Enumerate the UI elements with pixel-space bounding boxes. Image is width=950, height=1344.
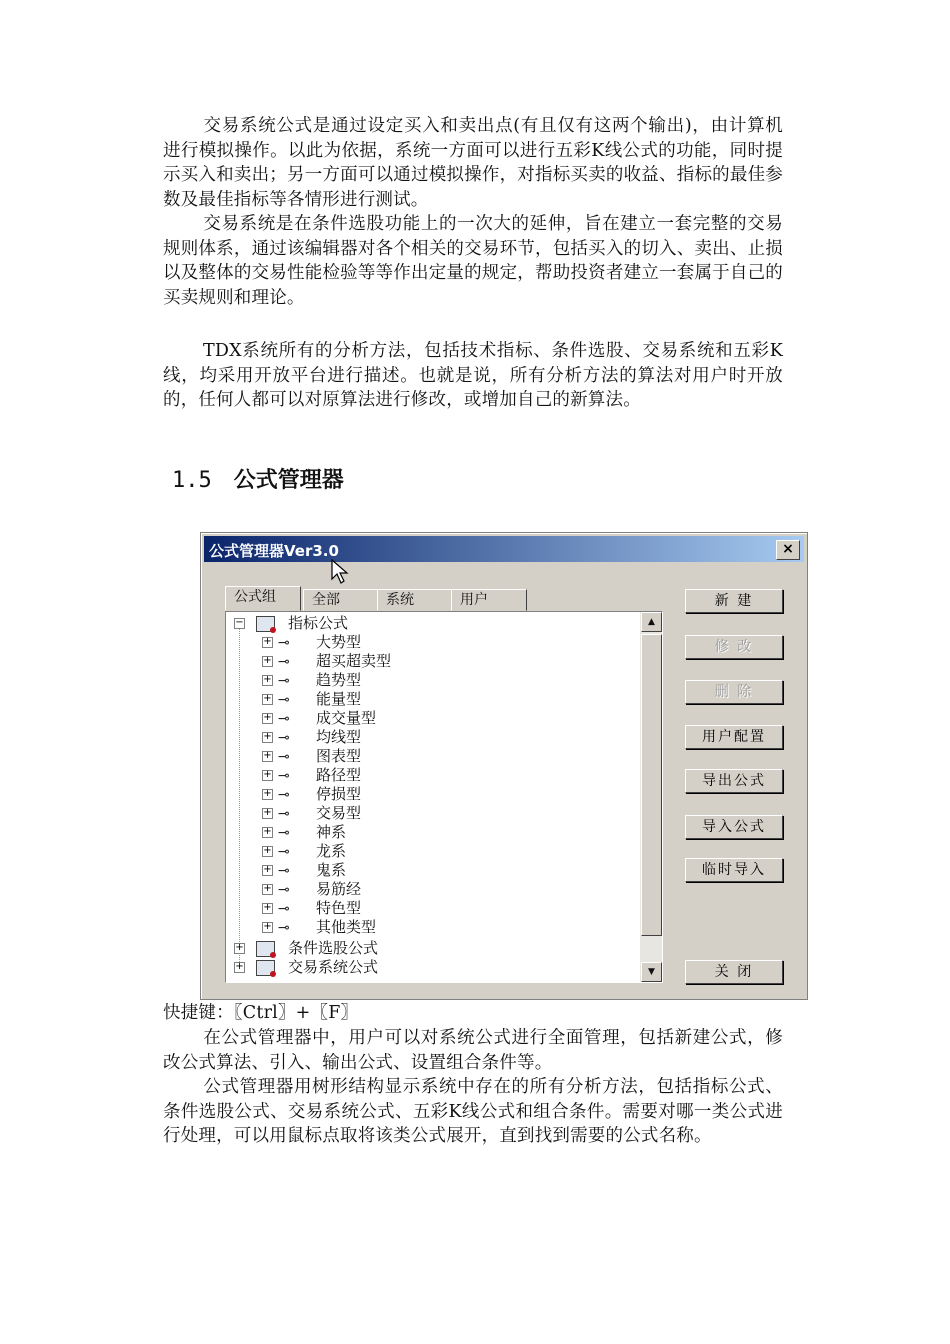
delete-button[interactable]: 删 除 <box>685 680 783 704</box>
expand-icon[interactable]: + <box>263 769 272 780</box>
expand-icon[interactable]: + <box>235 961 244 972</box>
key-icon: ⊸ <box>278 863 290 879</box>
key-icon: ⊸ <box>278 692 290 708</box>
dialog-title: 公式管理器Ver3.0 <box>209 542 339 560</box>
export-formula-button[interactable]: 导出公式 <box>685 769 783 793</box>
folder-icon <box>256 616 275 632</box>
key-icon: ⊸ <box>278 711 290 727</box>
key-icon: ⊸ <box>278 844 290 860</box>
expand-icon[interactable]: + <box>263 807 272 818</box>
tab-system[interactable]: 系统 <box>377 589 453 611</box>
expand-icon[interactable]: + <box>263 921 272 932</box>
paragraph-trading-system-1: 交易系统公式是通过设定买入和卖出点(有且仅有这两个输出)，由计算机进行模拟操作。以此为依据，系统一方面可以进行五彩K线公式的功能，同时提示买入和卖出；另一方面可以通过模拟操作，对指标买卖的收益、指标的最佳参数及最佳指标等各情形进行测试。 <box>163 116 783 210</box>
dialog-titlebar[interactable] <box>204 536 804 562</box>
expand-icon[interactable]: + <box>263 674 272 685</box>
user-config-button[interactable]: 用户配置 <box>685 725 783 749</box>
collapse-icon[interactable]: − <box>235 617 244 628</box>
new-button[interactable]: 新 建 <box>685 589 783 613</box>
expand-icon[interactable]: + <box>263 750 272 761</box>
key-icon: ⊸ <box>278 768 290 784</box>
section-title: 公式管理器 <box>233 468 344 493</box>
section-heading <box>172 463 344 494</box>
folder-icon <box>256 941 275 957</box>
close-icon[interactable]: × <box>776 540 800 560</box>
key-icon: ⊸ <box>278 673 290 689</box>
key-icon: ⊸ <box>278 882 290 898</box>
key-icon: ⊸ <box>278 749 290 765</box>
formula-tree[interactable]: − 指标公式 + ⊸ 大势型 + ⊸ 超买超卖型 + ⊸ 趋势型 + ⊸ 能量型 + ⊸ 成交量型 + ⊸ 均线型 + ⊸ 图表型 + ⊸ 路径型 + ⊸ 停损型 + ⊸ 交易型 + ⊸ 神系 + ⊸ 龙系 + ⊸ 鬼系 + ⊸ 易筋经 + ⊸ 特色型 + ⊸ 其他类型 + 条件选股公式 + 交易系统公式 ▲ ▼ <box>225 611 663 983</box>
key-icon: ⊸ <box>278 654 290 670</box>
expand-icon[interactable]: + <box>263 712 272 723</box>
paragraph-tree-structure: 公式管理器用树形结构显示系统中存在的所有分析方法，包括指标公式、条件选股公式、交易系统公式、五彩K线公式和组合条件。需要对哪一类公式进行处理，可以用鼠标点取将该类公式展开，直到找到需要的公式名称。 <box>163 1077 783 1146</box>
expand-icon[interactable]: + <box>263 731 272 742</box>
paragraph-trading-system-2: 交易系统是在条件选股功能上的一次大的延伸，旨在建立一套完整的交易规则体系，通过该编辑器对各个相关的交易环节，包括买入的切入、卖出、止损以及整体的交易性能检验等等作出定量的规定，帮助投资者建立一套属于自己的买卖规则和理论。 <box>163 214 783 308</box>
tree-scrollbar[interactable] <box>640 612 662 982</box>
key-icon: ⊸ <box>278 635 290 651</box>
expand-icon[interactable]: + <box>263 693 272 704</box>
key-icon: ⊸ <box>278 730 290 746</box>
tab-formula-group[interactable]: 公式组 <box>225 586 301 611</box>
import-formula-button[interactable]: 导入公式 <box>685 815 783 839</box>
scroll-up-icon[interactable]: ▲ <box>641 612 662 632</box>
formula-manager-dialog <box>200 532 808 1000</box>
expand-icon[interactable]: + <box>263 845 272 856</box>
expand-icon[interactable]: + <box>263 902 272 913</box>
expand-icon[interactable]: + <box>235 942 244 953</box>
key-icon: ⊸ <box>278 787 290 803</box>
key-icon: ⊸ <box>278 806 290 822</box>
paragraph-tdx-open-platform: TDX系统所有的分析方法，包括技术指标、条件选股、交易系统和五彩K线，均采用开放平台进行描述。也就是说，所有分析方法的算法对用户时开放的，任何人都可以对原算法进行修改，或增加自己的新算法。 <box>163 341 783 410</box>
key-icon: ⊸ <box>278 901 290 917</box>
scroll-thumb[interactable] <box>641 634 662 936</box>
tree-guide-line <box>239 622 241 972</box>
folder-icon <box>256 960 275 976</box>
expand-icon[interactable]: + <box>263 864 272 875</box>
modify-button[interactable]: 修 改 <box>685 635 783 659</box>
key-icon: ⊸ <box>278 920 290 936</box>
expand-icon[interactable]: + <box>263 826 272 837</box>
close-button[interactable]: 关 闭 <box>685 960 783 984</box>
tab-all[interactable]: 全部 <box>303 589 379 611</box>
expand-icon[interactable]: + <box>263 883 272 894</box>
section-number: 1.5 <box>172 468 212 493</box>
shortcut-line: 快捷键：〖Ctrl〗+〖F〗 <box>163 1003 359 1023</box>
scroll-down-icon[interactable]: ▼ <box>641 962 662 982</box>
tab-user[interactable]: 用户 <box>451 589 527 611</box>
mouse-cursor-icon <box>331 559 351 585</box>
expand-icon[interactable]: + <box>263 655 272 666</box>
expand-icon[interactable]: + <box>263 788 272 799</box>
paragraph-manager-intro: 在公式管理器中，用户可以对系统公式进行全面管理，包括新建公式，修改公式算法、引入、输出公式、设置组合条件等。 <box>163 1028 783 1073</box>
expand-icon[interactable]: + <box>263 636 272 647</box>
key-icon: ⊸ <box>278 825 290 841</box>
temp-import-button[interactable]: 临时导入 <box>685 858 783 882</box>
